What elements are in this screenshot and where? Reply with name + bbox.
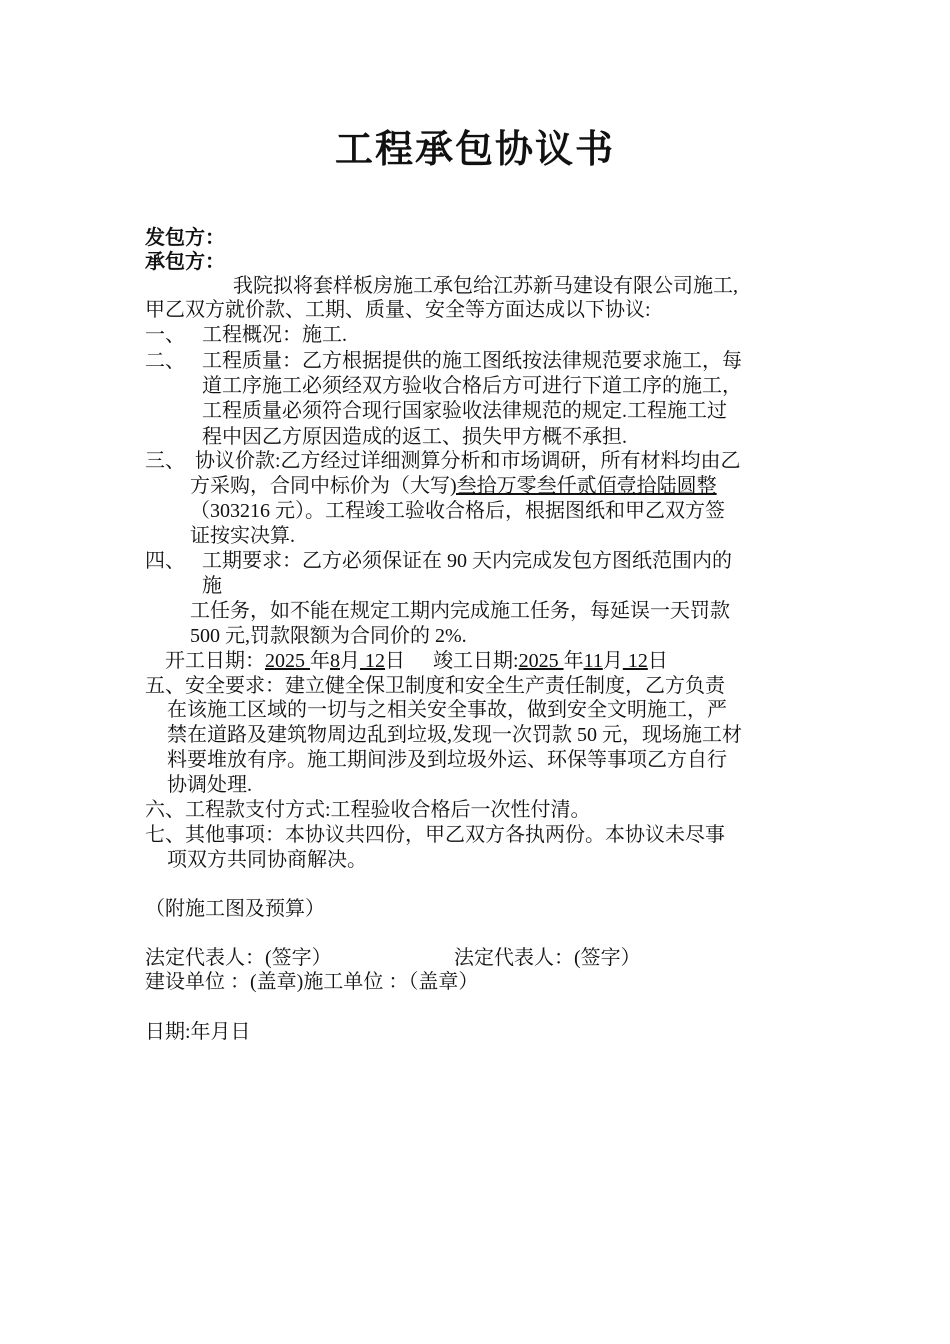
legal-rep-left: 法定代表人：(签字）	[145, 947, 332, 969]
attachment-note: （附施工图及预算）	[145, 898, 325, 920]
end-date-label: 竣工日期:	[433, 650, 519, 672]
signing-date: 日期:年月日	[145, 1021, 251, 1043]
start-year: 2025	[265, 650, 310, 672]
section-3-line-3: （303216 元）。工程竣工验收合格后，根据图纸和甲乙双方签	[190, 500, 725, 522]
intro-line-2: 甲乙双方就价款、工期、质量、安全等方面达成以下协议:	[145, 299, 651, 321]
section-5-line-2: 在该施工区域的一切与之相关安全事故，做到安全文明施工，严	[167, 699, 727, 721]
start-day-char: 日	[385, 650, 405, 672]
start-date-label: 开工日期：	[165, 650, 265, 672]
section-1-text: 工程概况：施工.	[202, 324, 347, 346]
end-year: 2025	[518, 650, 564, 672]
end-day: 12	[622, 650, 648, 672]
seal-line: 建设单位 ：(盖章)施工单位 ：（盖章）	[145, 971, 479, 993]
section-7-line-1: 七、其他事项：本协议共四份，甲乙双方各执两份。本协议未尽事	[145, 824, 725, 846]
party-a-label: 发包方：	[145, 227, 225, 249]
section-3-line-2	[190, 474, 717, 498]
section-3-line-4: 证按实决算.	[190, 525, 295, 547]
start-year-char: 年	[310, 650, 330, 672]
section-4-line-2: 施	[202, 575, 222, 597]
section-2-line-1: 工程质量：乙方根据提供的施工图纸按法律规范要求施工，每	[202, 350, 742, 372]
start-month: 8	[330, 650, 340, 672]
section-4-line-1: 工期要求：乙方必须保证在 90 天内完成发包方图纸范围内的	[202, 550, 732, 572]
section-2-line-3: 工程质量必须符合现行国家验收法律规范的规定.工程施工过	[202, 400, 727, 422]
section-1-number: 一、	[145, 324, 185, 346]
end-month-char: 月	[602, 650, 623, 672]
section-4-line-3: 工任务，如不能在规定工期内完成施工任务，每延误一天罚款	[190, 600, 730, 622]
section-3-number: 三、	[145, 450, 185, 472]
section-5-line-1: 五、安全要求：建立健全保卫制度和安全生产责任制度，乙方负责	[145, 675, 725, 697]
section-6-text: 六、工程款支付方式:工程验收合格后一次性付清。	[145, 799, 591, 821]
end-day-char: 日	[647, 650, 668, 672]
section-4-line-4: 500 元,罚款限额为合同价的 2%.	[190, 625, 467, 647]
section-7-line-2: 项双方共同协商解决。	[167, 849, 367, 871]
schedule-dates	[165, 649, 668, 673]
contract-price-uppercase: )叁拾万零叁仟贰佰壹拾陆圆整	[450, 475, 717, 497]
start-month-char: 月	[340, 650, 360, 672]
intro-line-1: 我院拟将套样板房施工承包给江苏新马建设有限公司施工,	[233, 275, 738, 297]
section-2-line-4: 程中因乙方原因造成的返工、损失甲方概不承担.	[202, 426, 627, 448]
end-year-char: 年	[563, 650, 584, 672]
section-3-line-1: 协议价款:乙方经过详细测算分析和市场调研，所有材料均由乙	[195, 450, 741, 472]
section-5-line-4: 料要堆放有序。施工期间涉及到垃圾外运、环保等事项乙方自行	[167, 749, 727, 771]
legal-rep-right: 法定代表人：(签字）	[454, 947, 641, 969]
section-5-line-3: 禁在道路及建筑物周边乱到垃圾,发现一次罚款 50 元，现场施工材	[167, 724, 742, 746]
section-4-number: 四、	[145, 550, 185, 572]
section-5-line-5: 协调处理.	[167, 774, 252, 796]
section-3-price-prefix: 方采购，合同中标价为（大写	[190, 475, 450, 497]
section-2-number: 二、	[145, 350, 185, 372]
party-b-label: 承包方：	[145, 251, 225, 273]
document-title: 工程承包协议书	[334, 129, 615, 171]
start-day: 12	[360, 650, 385, 672]
end-month: 11	[583, 650, 603, 672]
section-2-line-2: 道工序施工必须经双方验收合格后方可进行下道工序的施工，	[202, 375, 742, 397]
